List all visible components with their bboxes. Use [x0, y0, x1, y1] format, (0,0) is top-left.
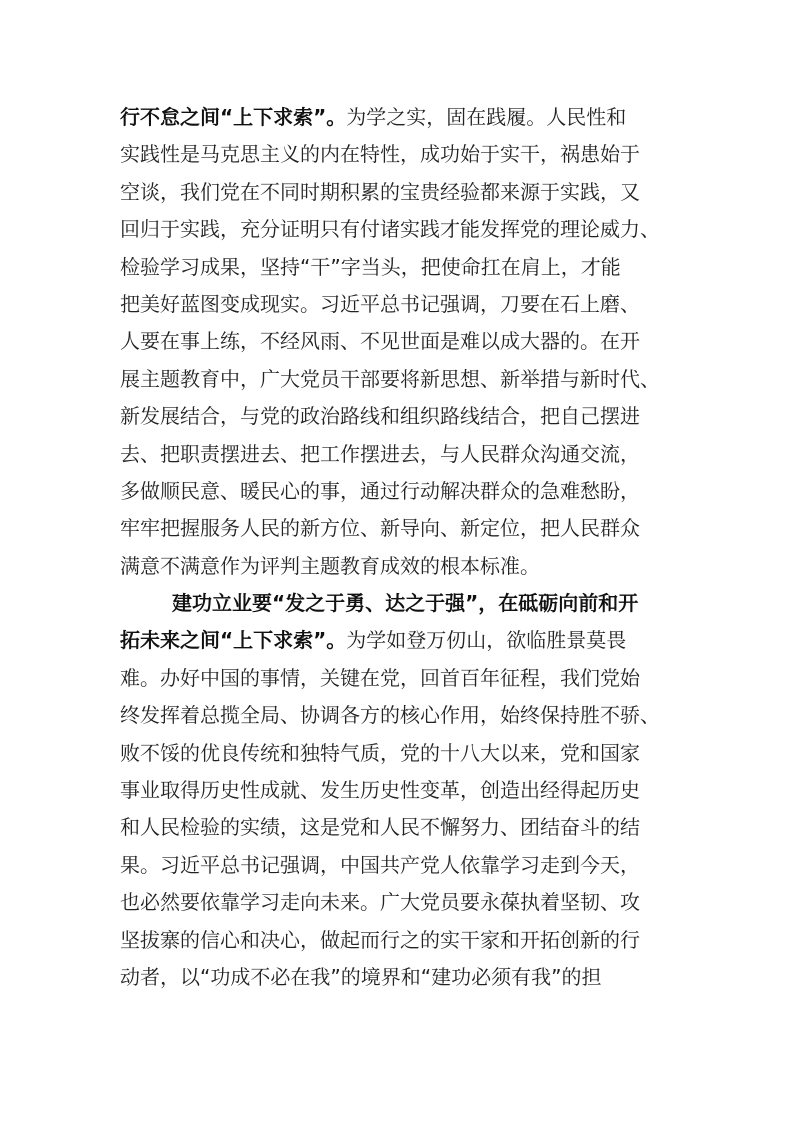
bold-heading-text: 行不怠之间“上下求索”。	[120, 105, 347, 129]
text-line	[120, 286, 680, 323]
text-line	[120, 99, 680, 136]
body-text-segment: 满意不满意作为评判主题教育成效的根本标准。	[120, 553, 540, 578]
body-text-segment: 检验学习成果，坚持“干”字当头，把使命扛在肩上，才能	[120, 254, 621, 279]
paragraph-1	[120, 99, 680, 585]
text-line	[120, 622, 680, 659]
body-text-segment: 事业取得历史性成就、发生历史性变革，创造出经得起历史	[120, 778, 640, 803]
paragraph-2	[120, 585, 680, 996]
body-text-segment: 把美好蓝图变成现实。习近平总书记强调，刀要在石上磨、	[120, 291, 640, 316]
body-text-segment: 去、把职责摆进去、把工作摆进去，与人民群众沟通交流，	[120, 441, 640, 466]
text-line	[120, 735, 680, 772]
text-line	[120, 361, 680, 398]
text-line	[120, 136, 680, 173]
body-text-segment: 多做顺民意、暖民心的事，通过行动解决群众的急难愁盼，	[120, 478, 640, 503]
text-line	[120, 847, 680, 884]
text-line	[120, 323, 680, 360]
document-body	[120, 99, 680, 996]
text-line	[120, 697, 680, 734]
body-text-segment: 实践性是马克思主义的内在特性，成功始于实干，祸患始于	[120, 142, 640, 167]
text-line	[120, 959, 680, 996]
text-line	[120, 884, 680, 921]
body-text-segment: 终发挥着总揽全局、协调各方的核心作用，始终保持胜不骄、	[120, 703, 660, 728]
text-line	[120, 772, 680, 809]
body-text-segment: 牢牢把握服务人民的新方位、新导向、新定位，把人民群众	[120, 516, 640, 541]
body-text-segment: 空谈，我们党在不同时期积累的宝贵经验都来源于实践，又	[120, 179, 640, 204]
text-line	[120, 809, 680, 846]
body-text-segment: 人要在事上练，不经风雨、不见世面是难以成大器的。在开	[120, 329, 640, 354]
text-line	[120, 548, 680, 585]
body-text-segment: 难。办好中国的事情，关键在党，回首百年征程，我们党始	[120, 665, 640, 690]
body-text-segment: 败不馁的优良传统和独特气质，党的十八大以来，党和国家	[120, 740, 640, 765]
text-line	[120, 660, 680, 697]
text-line	[120, 249, 680, 286]
text-line	[120, 398, 680, 435]
text-line	[120, 922, 680, 959]
text-line	[120, 473, 680, 510]
text-line	[120, 585, 680, 622]
body-text-segment: 也必然要依靠学习走向未来。广大党员要永葆执着坚韧、攻	[120, 890, 640, 915]
bold-heading-text: 建功立业要“发之于勇、达之于强”，在砥砺向前和开	[172, 591, 639, 616]
body-text-segment: 新发展结合，与党的政治路线和组织路线结合，把自己摆进	[120, 404, 640, 429]
text-line	[120, 436, 680, 473]
body-text-segment: 为学如登万仞山，欲临胜景莫畏	[346, 628, 627, 653]
text-line	[120, 510, 680, 547]
body-text-segment: 坚拔寨的信心和决心，做起而行之的实干家和开拓创新的行	[120, 927, 640, 952]
text-line	[120, 174, 680, 211]
body-text-segment: 回归于实践，充分证明只有付诸实践才能发挥党的理论威力、	[120, 217, 660, 242]
body-text-segment: 展主题教育中，广大党员干部要将新思想、新举措与新时代、	[120, 366, 660, 391]
body-text-segment: 和人民检验的实绩，这是党和人民不懈努力、团结奋斗的结	[120, 815, 640, 840]
text-line	[120, 211, 680, 248]
body-text-segment: 为学之实，固在践履。人民性和	[346, 105, 627, 129]
body-text-segment: 果。习近平总书记强调，中国共产党人依靠学习走到今天，	[120, 852, 640, 877]
body-text-segment: 动者，以“功成不必在我”的境界和“建功必须有我”的担	[120, 964, 602, 989]
bold-heading-text: 拓未来之间“上下求索”。	[120, 628, 347, 653]
